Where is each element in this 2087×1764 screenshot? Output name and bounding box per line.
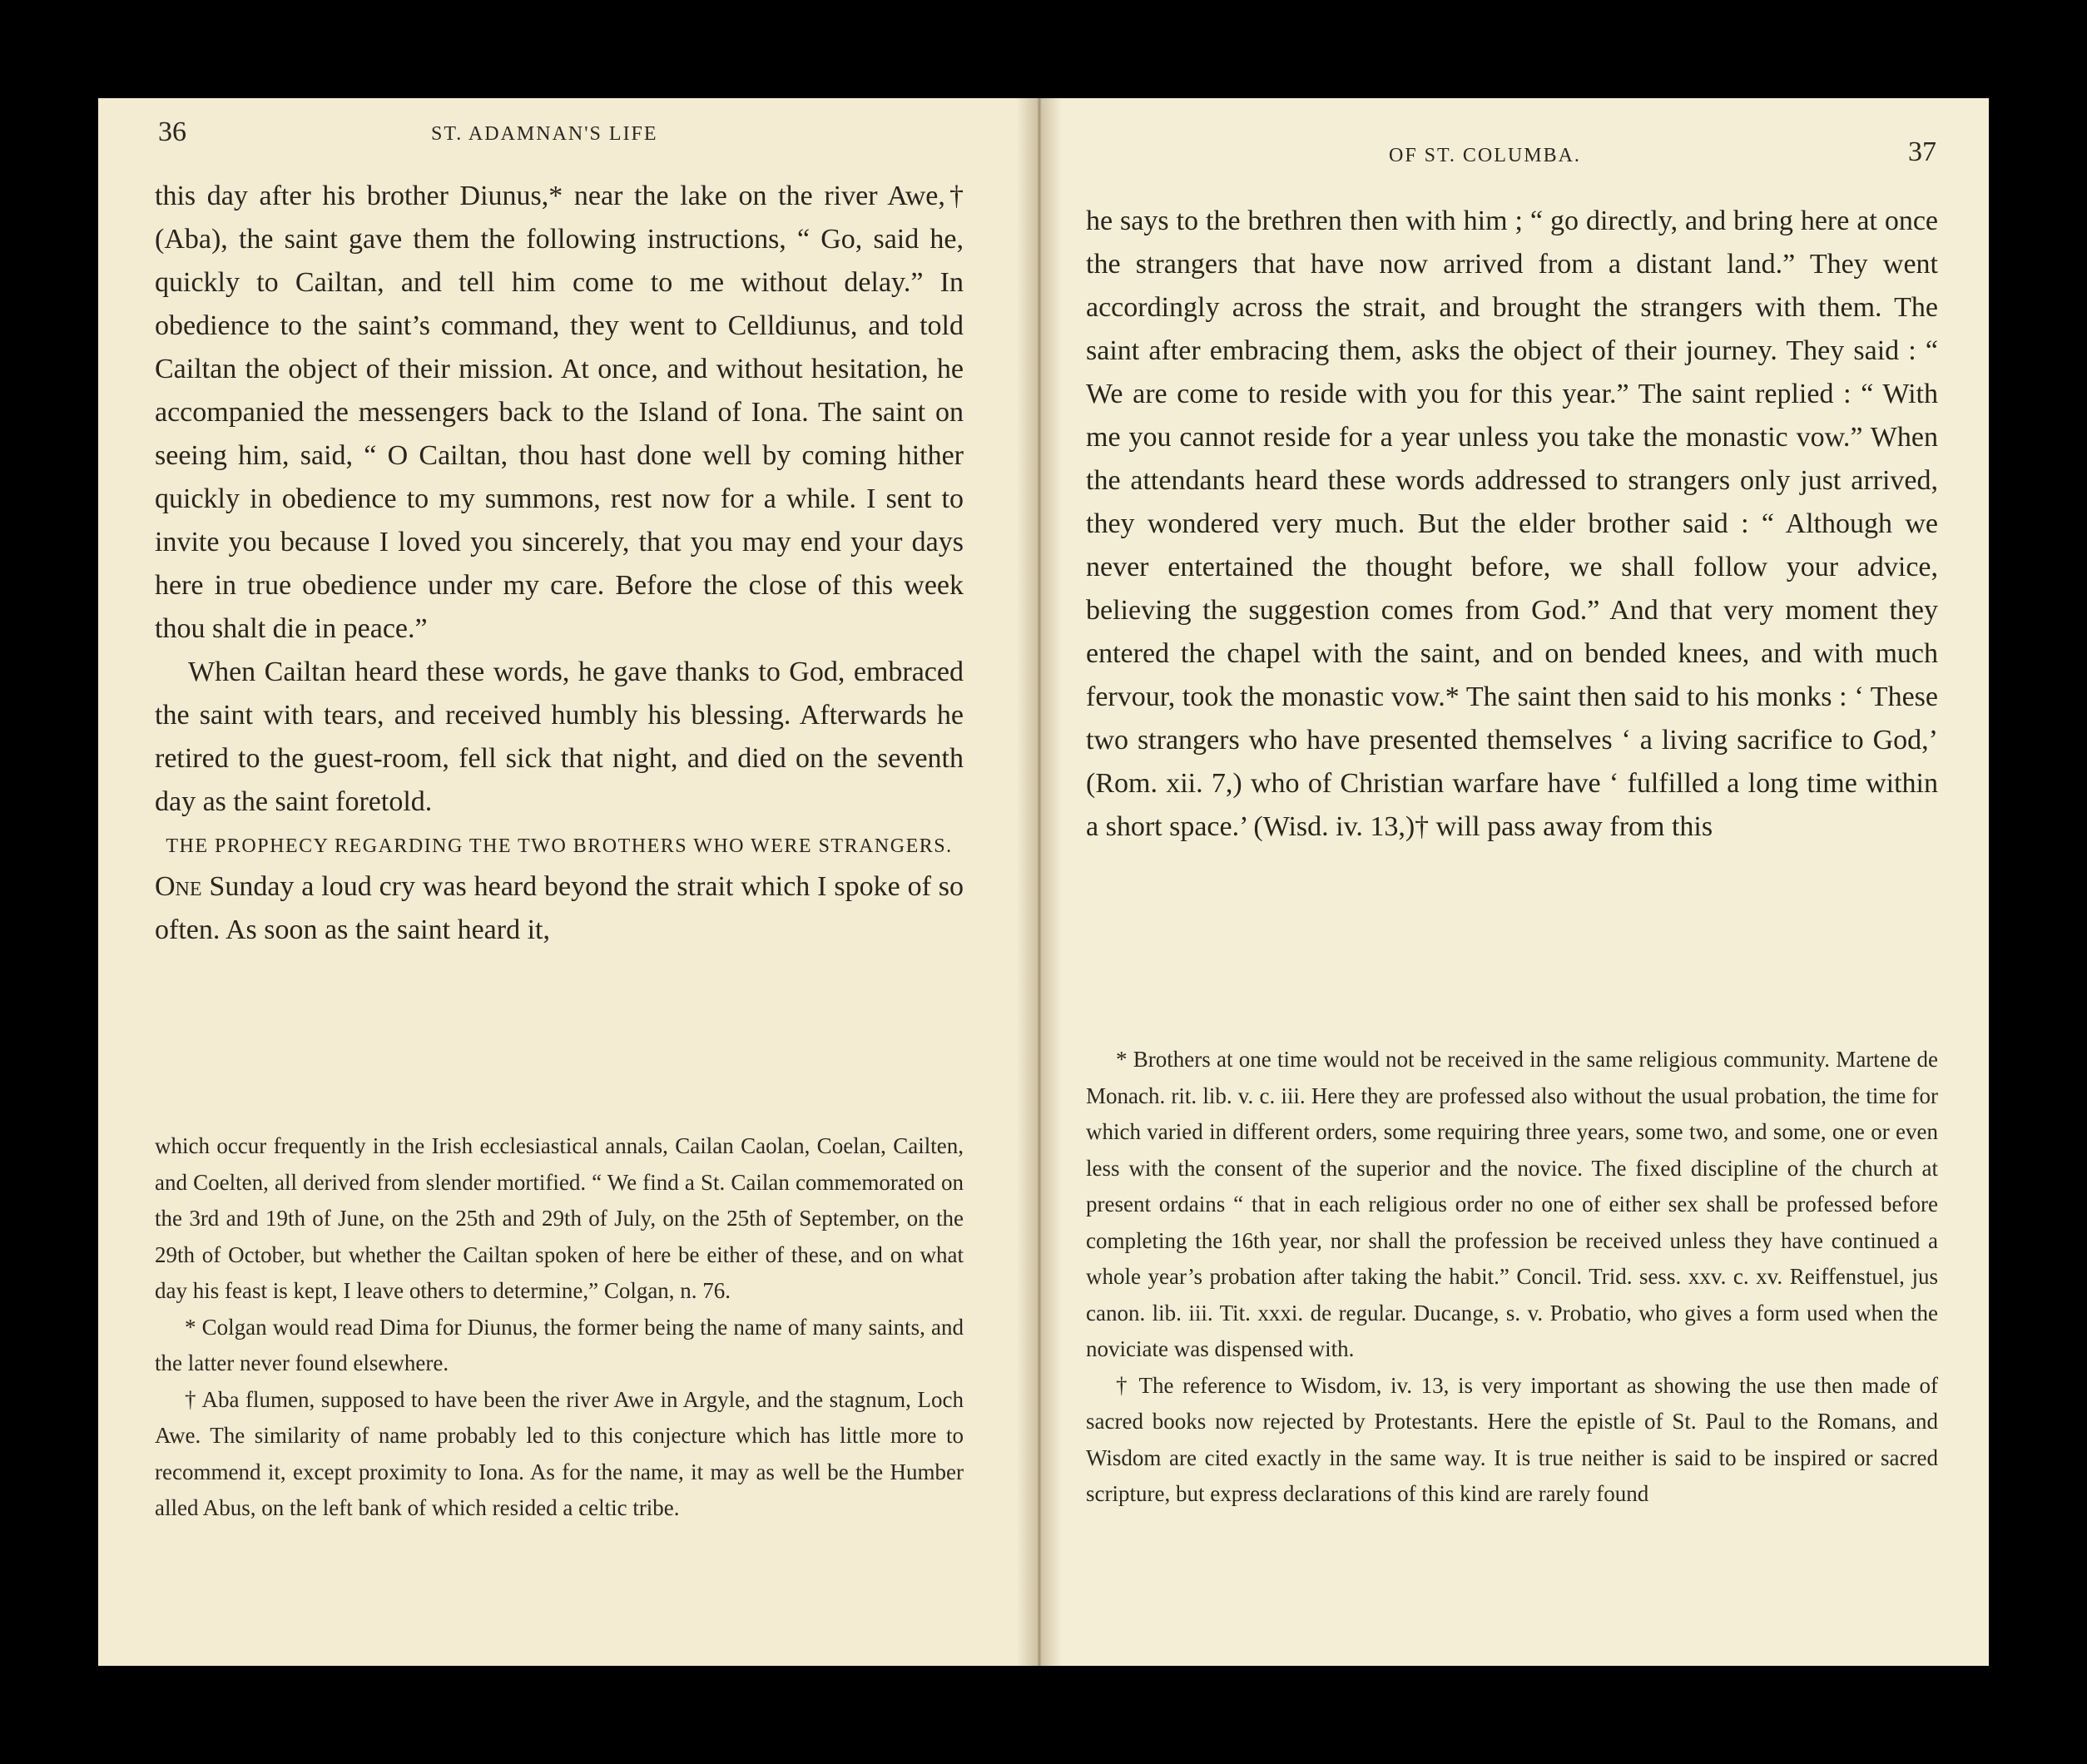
running-title: ST. ADAMNAN'S LIFE bbox=[431, 123, 658, 145]
book-gutter bbox=[1017, 98, 1062, 1666]
right-body-text bbox=[1086, 200, 1938, 849]
right-page bbox=[1039, 98, 1989, 1666]
body-paragraph: When Cailtan heard these words, he gave thanks to God, embraced the saint with tears, and received humbly his blessing. Afterwards he retired to the guest-room, fell sick that night, and died on the seventh day as the saint foretold. bbox=[155, 657, 964, 817]
section-first-word: One bbox=[155, 871, 202, 902]
book-spread bbox=[98, 98, 1989, 1666]
footnote-continuation: which occur frequently in the Irish ecclesiastical annals, Cailan Caolan, Coelan, Cailten, and Coelten, all derived from slender mortified. “ We find a St. Cailan commemorated on the 3rd and 19th of June, on the 25th and 29th of July, on the 25th of September, on the 29th of October, but whether the Cailtan spoken of here be either of these, and on what day his feast is kept, I leave others to determine,” Colgan, n. 76. bbox=[155, 1133, 964, 1303]
footnote-star: * Brothers at one time would not be received in the same religious community. Martene de Monach. rit. lib. v. c. iii. Here they are professed also without the usual probation, the time for which varied in different orders, some requiring three years, some two, and some, one or even less with the consent of the superior and the novice. The fixed discipline of the church at present ordains “ that in each religious order no one of either sex shall be professed before completing the 16th year, nor shall the profession be received unless they have continued a whole year’s probation after taking the habit.” Concil. Trid. sess. xxv. c. xv. Reiffenstuel, jus canon. lib. iii. Tit. xxxi. de regular. Ducange, s. v. Probatio, who gives a form used when the noviciate was dispensed with. bbox=[1086, 1047, 1938, 1361]
running-title: OF ST. COLUMBA. bbox=[1389, 145, 1581, 166]
section-paragraph bbox=[155, 865, 964, 952]
section-text: Sunday a loud cry was heard beyond the strait which I spoke of so often. As soon as the saint heard it, bbox=[155, 871, 964, 945]
left-footnotes bbox=[155, 1128, 964, 1527]
body-paragraph: this day after his brother Diunus,* near the lake on the river Awe,† (Aba), the saint gave them the following instructions, “ Go, said he, quickly to Cailtan, and tell him come to me without delay.” In obedience to the saint’s command, they went to Celldiunus, and told Cailtan the object of their mission. At once, and without hesitation, he accompanied the messengers back to the Island of Iona. The saint on seeing him, said, “ O Cailtan, thou hast done well by coming hither quickly in obedience to my summons, rest now for a while. I sent to invite you because I loved you sincerely, that you may end your days here in true obedience under my care. Before the close of this week thou shalt die in peace.” bbox=[155, 181, 964, 644]
left-body-text bbox=[155, 175, 964, 952]
page-number: 37 bbox=[1908, 136, 1936, 167]
footnote-dagger: † Aba flumen, supposed to have been the river Awe in Argyle, and the stagnum, Loch Awe. The similarity of name probably led to this conjecture which has little more to recommend it, except proximity to Iona. As for the name, it may as well be the Humber alled Abus, on the left bank of which resided a celtic tribe. bbox=[155, 1386, 964, 1520]
section-heading: THE PROPHECY REGARDING THE TWO BROTHERS WHO WERE STRANGERS. bbox=[166, 835, 953, 857]
right-footnotes bbox=[1086, 1042, 1938, 1513]
body-paragraph: he says to the brethren then with him ; “ go directly, and bring here at once the strangers that have now arrived from a distant land.” They went accordingly across the strait, and brought the strangers with them. The saint after embracing them, asks the object of their journey. They said : “ We are come to reside with you for this year.” The saint replied : “ With me you cannot reside for a year unless you take the monastic vow.” When the attendants heard these words addressed to strangers only just arrived, they wondered very much. But the elder brother said : “ Although we never entertained the thought before, we shall follow your advice, believing the suggestion comes from God.” And that very moment they entered the chapel with the saint, and on bended knees, and with much fervour, took the monastic vow.* The saint then said to his monks : ‘ These two strangers who have presented themselves ‘ a living sacrifice to God,’ (Rom. xii. 7,) who of Christian warfare have ‘ fulfilled a long time within a short space.’ (Wisd. iv. 13,)† will pass away from this bbox=[1086, 206, 1938, 842]
footnote-star: * Colgan would read Dima for Diunus, the former being the name of many saints, and the latter never found elsewhere. bbox=[155, 1314, 964, 1375]
page-number: 36 bbox=[158, 116, 186, 147]
left-page bbox=[98, 98, 1039, 1666]
footnote-dagger: † The reference to Wisdom, iv. 13, is very important as showing the use then made of sacred books now rejected by Protestants. Here the epistle of St. Paul to the Romans, and Wisdom are cited exactly in the same way. It is true neither is said to be inspired or sacred scripture, but express declarations of this kind are rarely found bbox=[1086, 1372, 1938, 1506]
